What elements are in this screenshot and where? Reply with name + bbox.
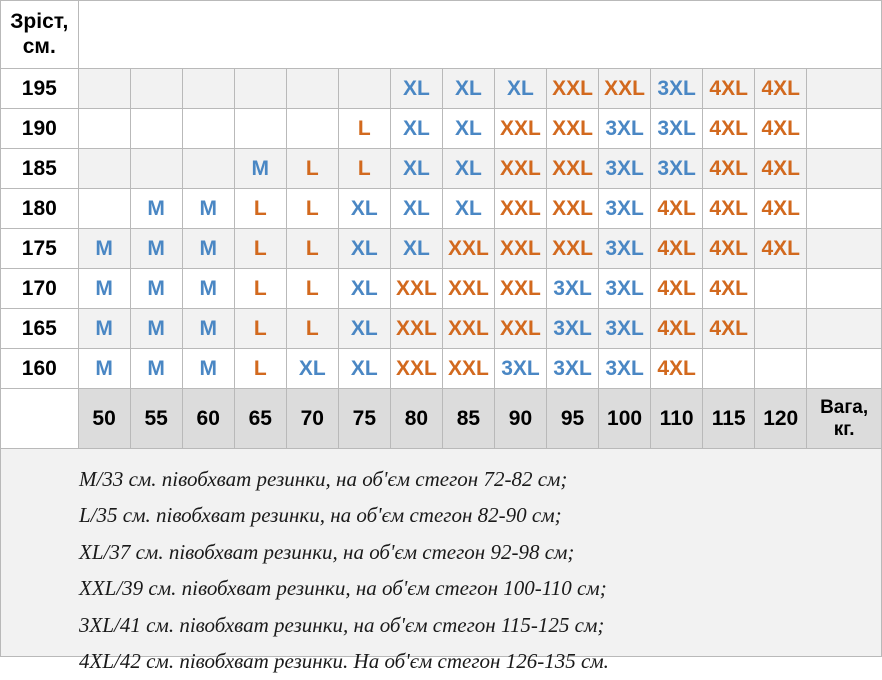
- size-cell: M: [182, 349, 234, 389]
- size-cell: M: [130, 229, 182, 269]
- size-cell: [234, 69, 286, 109]
- size-cell: XL: [442, 149, 494, 189]
- size-cell: XXL: [390, 349, 442, 389]
- size-cell: XL: [442, 109, 494, 149]
- size-cell: 4XL: [651, 309, 703, 349]
- size-cell: M: [78, 349, 130, 389]
- size-cell: [78, 109, 130, 149]
- weight-header: Вага, кг.: [807, 389, 882, 449]
- height-label: 170: [1, 269, 79, 309]
- row-end-spacer: [807, 69, 882, 109]
- size-cell: XXL: [442, 229, 494, 269]
- size-cell: L: [234, 269, 286, 309]
- size-cell: [703, 349, 755, 389]
- table-row: [1, 109, 882, 149]
- note-line: M/33 см. півобхват резинки, на об'єм стегон 72-82 см;: [79, 467, 568, 491]
- size-cell: M: [182, 269, 234, 309]
- size-cell: 4XL: [703, 109, 755, 149]
- size-cell: XL: [286, 349, 338, 389]
- size-cell: M: [130, 269, 182, 309]
- table-row: [1, 309, 882, 349]
- note-line: XXL/39 см. півобхват резинки, на об'єм стегон 100-110 см;: [79, 576, 607, 601]
- size-cell: 4XL: [651, 269, 703, 309]
- size-cell: 4XL: [755, 149, 807, 189]
- size-cell: XXL: [494, 309, 546, 349]
- size-cell: XL: [390, 189, 442, 229]
- size-cell: XXL: [494, 149, 546, 189]
- size-cell: M: [78, 269, 130, 309]
- size-cell: [755, 269, 807, 309]
- size-cell: M: [130, 349, 182, 389]
- size-cell: M: [182, 189, 234, 229]
- row-end-spacer: [807, 349, 882, 389]
- size-cell: 4XL: [703, 269, 755, 309]
- size-cell: XL: [390, 69, 442, 109]
- size-cell: XXL: [442, 309, 494, 349]
- table-row: [1, 189, 882, 229]
- size-cell: XXL: [494, 229, 546, 269]
- weight-value: 65: [234, 389, 286, 449]
- size-cell: [78, 189, 130, 229]
- size-cell: XXL: [599, 69, 651, 109]
- table-header-row: [1, 1, 882, 69]
- size-cell: 3XL: [547, 309, 599, 349]
- note-line: XL/37 см. півобхват резинки, на об'єм стегон 92-98 см;: [79, 539, 575, 564]
- row-end-spacer: [807, 109, 882, 149]
- row-end-spacer: [807, 149, 882, 189]
- size-cell: XL: [338, 189, 390, 229]
- size-cell: 4XL: [703, 69, 755, 109]
- size-cell: L: [234, 189, 286, 229]
- size-cell: 3XL: [651, 69, 703, 109]
- size-cell: L: [286, 149, 338, 189]
- size-cell: XL: [338, 309, 390, 349]
- row-end-spacer: [807, 229, 882, 269]
- size-cell: [338, 69, 390, 109]
- note-line: L/35 см. півобхват резинки, на об'єм стегон 82-90 см;: [79, 503, 562, 528]
- size-cell: XXL: [390, 269, 442, 309]
- size-cell: XXL: [442, 269, 494, 309]
- size-cell: 3XL: [547, 269, 599, 309]
- height-header: Зріст, см.: [1, 1, 79, 69]
- height-label: 190: [1, 109, 79, 149]
- size-cell: [286, 69, 338, 109]
- height-label: 195: [1, 69, 79, 109]
- size-cell: XL: [442, 69, 494, 109]
- table-row: [1, 229, 882, 269]
- size-cell: M: [182, 309, 234, 349]
- size-cell: [755, 349, 807, 389]
- weight-row-corner: [1, 389, 79, 449]
- size-cell: L: [286, 229, 338, 269]
- size-cell: XXL: [494, 189, 546, 229]
- size-cell: XL: [390, 109, 442, 149]
- note-line: 3XL/41 см. півобхват резинки, на об'єм стегон 115-125 см;: [79, 612, 605, 637]
- size-cell: 3XL: [599, 109, 651, 149]
- size-cell: L: [338, 109, 390, 149]
- header-blank-area: [78, 1, 881, 69]
- size-cell: M: [130, 189, 182, 229]
- size-cell: M: [78, 309, 130, 349]
- size-cell: [182, 69, 234, 109]
- size-cell: 3XL: [547, 349, 599, 389]
- size-cell: XXL: [442, 349, 494, 389]
- size-cell: L: [234, 349, 286, 389]
- size-cell: XL: [390, 149, 442, 189]
- height-label: 175: [1, 229, 79, 269]
- size-cell: XXL: [390, 309, 442, 349]
- height-label: 160: [1, 349, 79, 389]
- size-cell: XXL: [547, 229, 599, 269]
- table-row: [1, 149, 882, 189]
- weight-value: 80: [390, 389, 442, 449]
- row-end-spacer: [807, 189, 882, 229]
- weight-value: 90: [494, 389, 546, 449]
- weight-value: 95: [547, 389, 599, 449]
- size-cell: 3XL: [599, 229, 651, 269]
- size-cell: 3XL: [599, 349, 651, 389]
- size-cell: XXL: [547, 149, 599, 189]
- size-cell: 4XL: [703, 309, 755, 349]
- size-cell: XL: [338, 269, 390, 309]
- size-cell: [286, 109, 338, 149]
- size-cell: XL: [390, 229, 442, 269]
- weight-value: 55: [130, 389, 182, 449]
- size-table-body: [1, 1, 882, 449]
- weight-value: 70: [286, 389, 338, 449]
- size-cell: [182, 149, 234, 189]
- weight-row: [1, 389, 882, 449]
- size-cell: 3XL: [599, 269, 651, 309]
- size-cell: [78, 149, 130, 189]
- size-cell: 3XL: [651, 149, 703, 189]
- notes-block: [0, 449, 882, 674]
- size-cell: L: [286, 269, 338, 309]
- size-cell: 4XL: [755, 69, 807, 109]
- size-cell: 3XL: [599, 189, 651, 229]
- size-cell: L: [286, 309, 338, 349]
- size-cell: XXL: [547, 69, 599, 109]
- size-cell: XL: [494, 69, 546, 109]
- size-cell: L: [286, 189, 338, 229]
- size-cell: XXL: [494, 269, 546, 309]
- height-label: 165: [1, 309, 79, 349]
- size-cell: XXL: [547, 189, 599, 229]
- size-cell: L: [234, 229, 286, 269]
- size-cell: [130, 69, 182, 109]
- size-cell: [755, 309, 807, 349]
- weight-value: 60: [182, 389, 234, 449]
- weight-value: 120: [755, 389, 807, 449]
- height-label: 185: [1, 149, 79, 189]
- size-cell: [78, 69, 130, 109]
- size-cell: XXL: [494, 109, 546, 149]
- size-cell: 4XL: [651, 189, 703, 229]
- weight-value: 110: [651, 389, 703, 449]
- size-cell: 4XL: [651, 349, 703, 389]
- size-cell: 4XL: [651, 229, 703, 269]
- size-cell: XL: [442, 189, 494, 229]
- size-cell: 3XL: [599, 149, 651, 189]
- size-cell: [130, 109, 182, 149]
- size-cell: [182, 109, 234, 149]
- size-cell: L: [234, 309, 286, 349]
- size-cell: M: [234, 149, 286, 189]
- size-cell: M: [182, 229, 234, 269]
- weight-value: 50: [78, 389, 130, 449]
- size-cell: [130, 149, 182, 189]
- note-line: 4XL/42 см. півобхват резинки. На об'єм стегон 126-135 см.: [79, 649, 609, 674]
- size-cell: 4XL: [755, 109, 807, 149]
- size-cell: 4XL: [703, 149, 755, 189]
- weight-value: 100: [599, 389, 651, 449]
- size-cell: XL: [338, 229, 390, 269]
- weight-value: 85: [442, 389, 494, 449]
- table-row: [1, 69, 882, 109]
- size-cell: XL: [338, 349, 390, 389]
- table-row: [1, 349, 882, 389]
- height-label: 180: [1, 189, 79, 229]
- size-cell: L: [338, 149, 390, 189]
- size-cell: 4XL: [755, 229, 807, 269]
- weight-value: 75: [338, 389, 390, 449]
- weight-value: 115: [703, 389, 755, 449]
- row-end-spacer: [807, 309, 882, 349]
- row-end-spacer: [807, 269, 882, 309]
- table-row: [1, 269, 882, 309]
- size-cell: [234, 109, 286, 149]
- size-cell: 3XL: [599, 309, 651, 349]
- size-cell: 4XL: [703, 229, 755, 269]
- size-cell: XXL: [547, 109, 599, 149]
- size-cell: 3XL: [651, 109, 703, 149]
- size-cell: M: [78, 229, 130, 269]
- size-cell: 3XL: [494, 349, 546, 389]
- size-cell: 4XL: [755, 189, 807, 229]
- size-cell: M: [130, 309, 182, 349]
- size-cell: 4XL: [703, 189, 755, 229]
